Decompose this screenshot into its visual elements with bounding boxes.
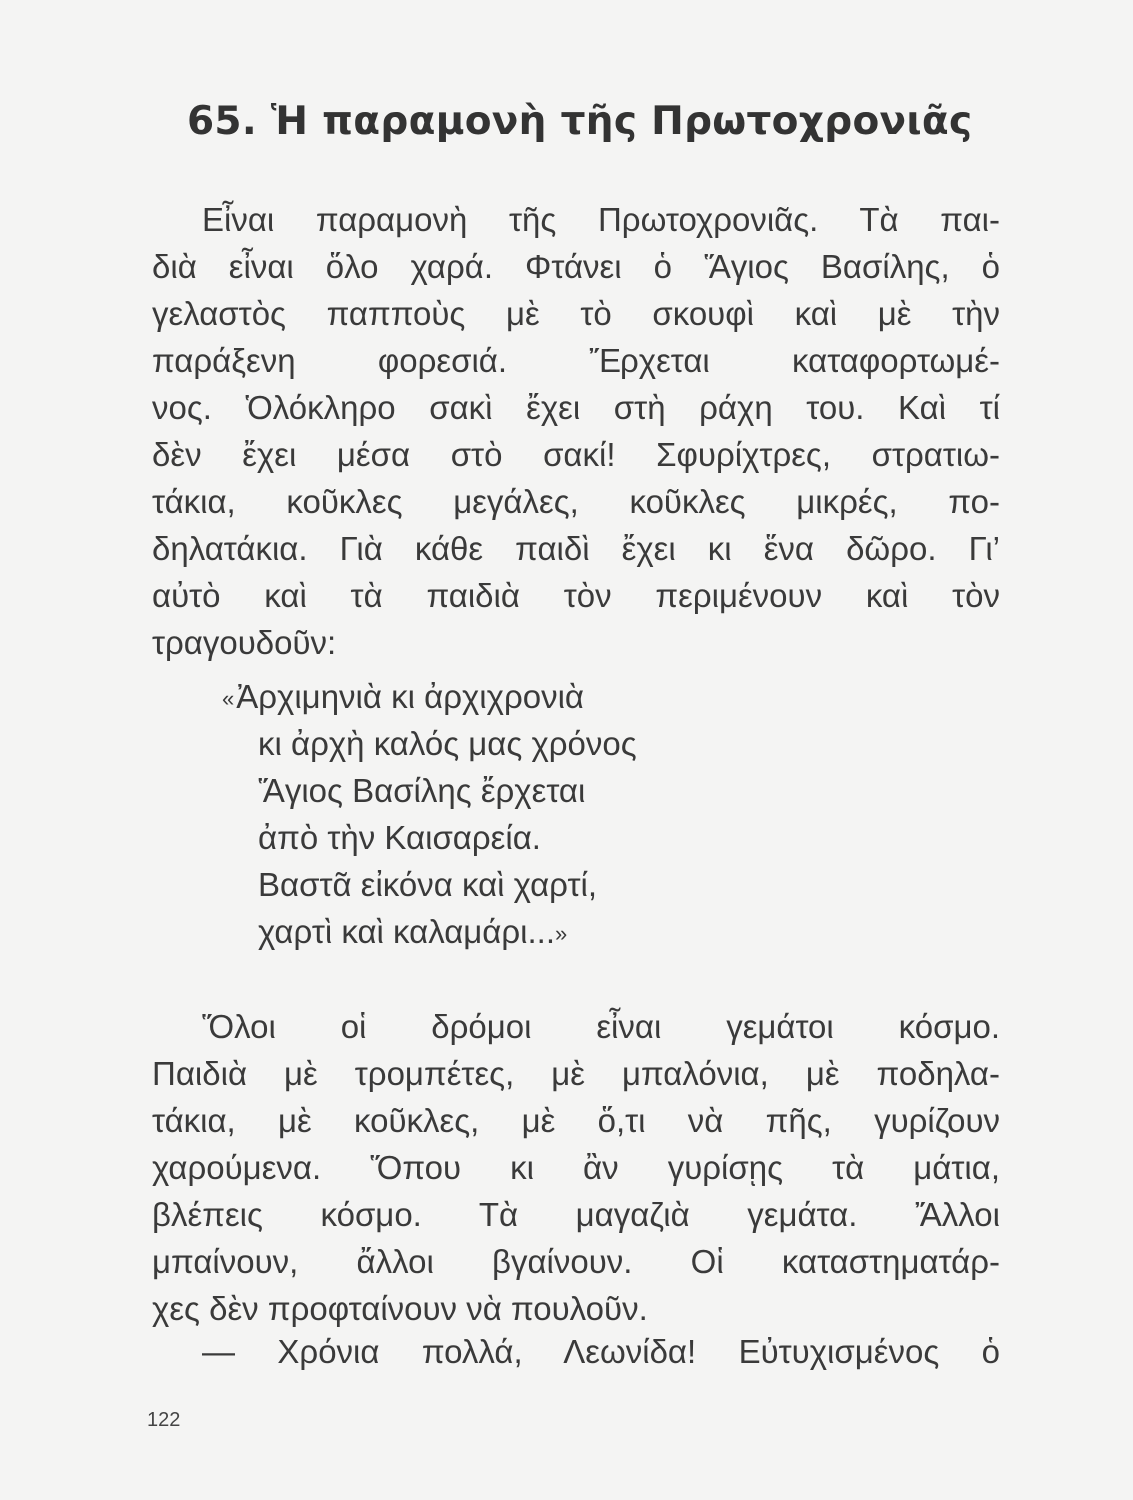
text-line: τραγουδοῦν: [152, 624, 337, 661]
text-line: Παιδιὰ μὲ τρομπέτες, μὲ μπαλόνια, μὲ ποδηλα- [152, 1055, 1000, 1092]
text-line: τάκια, κοῦκλες μεγάλες, κοῦκλες μικρές, πο- [152, 483, 1000, 520]
text-line: Εἶναι παραμονὴ τῆς Πρωτοχρονιᾶς. Τὰ παι- [202, 201, 1000, 238]
poem-verse [222, 673, 637, 720]
poem-verse: κι ἀρχὴ καλός μας χρόνος [258, 725, 637, 762]
page-number: 122 [147, 1409, 181, 1431]
text-line: δηλατάκια. Γιὰ κάθε παιδὶ ἔχει κι ἕνα δῶρο. Γι’ [152, 530, 1000, 567]
text-line: γελαστὸς παπποὺς μὲ τὸ σκουφὶ καὶ μὲ τὴν [152, 295, 1000, 332]
poem-verse: ἀπὸ τὴν Καισαρεία. [258, 819, 541, 856]
poem-verse: Βαστᾶ εἰκόνα καὶ χαρτί, [258, 866, 598, 903]
chapter-title: 65. Ἡ παραμονὴ τῆς Πρωτοχρονιᾶς [187, 99, 973, 144]
text-line: βλέπεις κόσμο. Τὰ μαγαζιὰ γεμάτα. Ἄλλοι [152, 1196, 1000, 1233]
poem-verse [222, 908, 637, 955]
poem-verse-text: χαρτὶ καὶ καλαμάρι... [258, 913, 555, 950]
text-line: δὲν ἔχει μέσα στὸ σακί! Σφυρίχτρες, στρατιω- [152, 436, 1000, 473]
text-line: τάκια, μὲ κοῦκλες, μὲ ὅ,τι νὰ πῆς, γυρίζουν [152, 1102, 1000, 1139]
poem-verse-text: Ἀρχιμηνιὰ κι ἀρχιχρονιὰ [236, 678, 584, 715]
text-line: αὐτὸ καὶ τὰ παιδιὰ τὸν περιμένουν καὶ τὸν [152, 577, 1000, 614]
text-line: χες δὲν προφταίνουν νὰ πουλοῦν. [152, 1290, 648, 1327]
text-line: — Χρόνια πολλά, Λεωνίδα! Εὐτυχισμένος ὁ [202, 1333, 1000, 1370]
text-line: διὰ εἶναι ὅλο χαρά. Φτάνει ὁ Ἅγιος Βασίλης, ὁ [152, 248, 1000, 285]
open-quote-mark: « [222, 686, 235, 711]
poem [222, 673, 637, 955]
paragraph-2 [152, 1003, 1000, 1332]
text-line: Ὅλοι οἱ δρόμοι εἶναι γεμάτοι κόσμο. [202, 1008, 1000, 1045]
text-line: νος. Ὁλόκληρο σακὶ ἔχει στὴ ράχη του. Καὶ τί [152, 389, 1000, 426]
text-line: μπαίνουν, ἄλλοι βγαίνουν. Οἱ καταστηματάρ- [152, 1243, 1000, 1280]
paragraph-1 [152, 196, 1000, 666]
text-line: παράξενη φορεσιά. Ἔρχεται καταφορτωμέ- [152, 342, 1000, 379]
paragraph-3 [152, 1328, 1000, 1375]
poem-verse: Ἅγιος Βασίλης ἔρχεται [258, 772, 586, 809]
close-quote-mark: » [554, 921, 568, 946]
text-line: χαρούμενα. Ὅπου κι ἂν γυρίσῃς τὰ μάτια, [152, 1149, 1000, 1186]
